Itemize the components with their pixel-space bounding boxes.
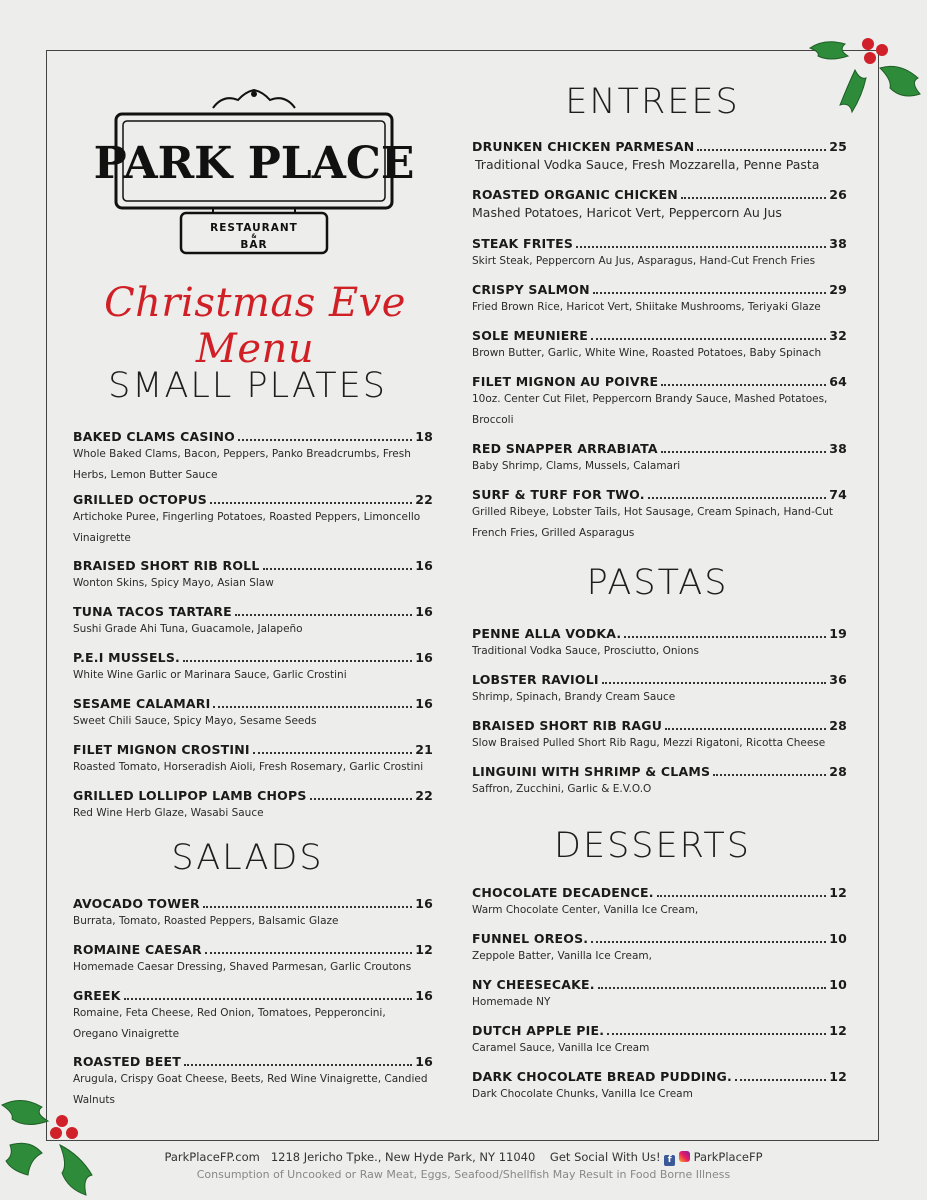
menu-item: [73, 604, 433, 640]
menu-item-description: Sweet Chili Sauce, Spicy Mayo, Sesame Seeds: [73, 715, 317, 727]
menu-item-name: LINGUINI WITH SHRIMP & CLAMS: [472, 764, 711, 779]
menu-item-description: White Wine Garlic or Marinara Sauce, Garlic Crostini: [73, 669, 347, 681]
menu-item: [73, 650, 433, 686]
menu-item-name: GRILLED OCTOPUS: [73, 492, 207, 507]
instagram-icon[interactable]: [679, 1151, 690, 1162]
menu-item-name: GREEK: [73, 988, 121, 1003]
dot-leader: [602, 682, 826, 684]
menu-item-header: [73, 429, 433, 444]
menu-item-price: 26: [829, 187, 847, 202]
social-text: Get Social With Us!: [549, 1150, 661, 1164]
section-title-small-plates: SMALL PLATES: [108, 366, 387, 406]
menu-item-description: Shrimp, Spinach, Brandy Cream Sauce: [472, 691, 676, 703]
menu-item: [472, 672, 847, 708]
dot-leader: [576, 246, 826, 248]
menu-item: [472, 931, 847, 967]
menu-item-header: [73, 788, 433, 803]
menu-item-name: NY CHEESECAKE.: [472, 977, 595, 992]
menu-item-name: SESAME CALAMARI: [73, 696, 211, 711]
menu-item: [472, 187, 847, 223]
menu-item-header: [472, 441, 847, 456]
menu-item-description: Traditional Vodka Sauce, Prosciutto, Onions: [472, 645, 699, 657]
menu-item-price: 29: [829, 282, 847, 297]
menu-item-price: 10: [829, 977, 847, 992]
menu-item: [73, 788, 433, 824]
menu-item: [472, 977, 847, 1013]
menu-item-description: Romaine, Feta Cheese, Red Onion, Tomatoes, Pepperoncini, Oregano Vinaigrette: [73, 1007, 386, 1040]
menu-item: [73, 942, 433, 978]
park-place-logo: [93, 86, 415, 256]
dot-leader: [253, 752, 412, 754]
menu-item-name: CHOCOLATE DECADENCE.: [472, 885, 654, 900]
menu-item-header: [73, 1054, 433, 1069]
menu-item-name: STEAK FRITES: [472, 236, 574, 251]
menu-item-name: FILET MIGNON CROSTINI: [73, 742, 250, 757]
menu-item-name: DARK CHOCOLATE BREAD PUDDING.: [472, 1069, 732, 1084]
menu-item-name: AVOCADO TOWER: [73, 896, 200, 911]
menu-item-name: SOLE MEUNIERE: [472, 328, 589, 343]
menu-item-name: GRILLED LOLLIPOP LAMB CHOPS: [73, 788, 307, 803]
dot-leader: [713, 774, 826, 776]
menu-item-name: CRISPY SALMON: [472, 282, 590, 297]
facebook-icon[interactable]: f: [664, 1155, 675, 1166]
menu-item: [472, 487, 847, 544]
menu-item-name: BRAISED SHORT RIB RAGU: [472, 718, 663, 733]
menu-item-name: LOBSTER RAVIOLI: [472, 672, 599, 687]
section-title-desserts: DESSERTS: [554, 826, 751, 866]
svg-text:BAR: BAR: [240, 239, 268, 251]
svg-text:&: &: [251, 233, 257, 240]
dot-leader: [203, 906, 412, 908]
menu-item-header: [472, 931, 847, 946]
menu-item-description: Caramel Sauce, Vanilla Ice Cream: [472, 1042, 650, 1054]
menu-item-name: FUNNEL OREOS.: [472, 931, 589, 946]
menu-item-price: 28: [829, 718, 847, 733]
menu-item-header: [73, 988, 433, 1003]
menu-item-name: FILET MIGNON AU POIVRE: [472, 374, 659, 389]
menu-item-name: TUNA TACOS TARTARE: [73, 604, 232, 619]
address: 1218 Jericho Tpke., New Hyde Park, NY 11040: [270, 1150, 536, 1164]
menu-item: [472, 718, 847, 754]
dot-leader: [591, 338, 826, 340]
dot-leader: [238, 439, 412, 441]
menu-item-name: ROASTED BEET: [73, 1054, 181, 1069]
menu-item-description: Fried Brown Rice, Haricot Vert, Shiitake Mushrooms, Teriyaki Glaze: [472, 301, 821, 313]
menu-item-header: [472, 187, 847, 202]
menu-item-description: Grilled Ribeye, Lobster Tails, Hot Sausage, Cream Spinach, Hand-Cut French Fries, Grilled Asparagus: [472, 506, 833, 539]
dot-leader: [183, 660, 412, 662]
logo-name: PARK PLACE: [93, 138, 415, 189]
menu-item-description: Red Wine Herb Glaze, Wasabi Sauce: [73, 807, 264, 819]
dot-leader: [591, 941, 826, 943]
menu-item-header: [73, 896, 433, 911]
footer-contact: [0, 1150, 927, 1166]
menu-item: [472, 1069, 847, 1105]
menu-item-header: [472, 885, 847, 900]
menu-item-description: Skirt Steak, Peppercorn Au Jus, Asparagus, Hand-Cut French Fries: [472, 255, 816, 267]
menu-item-header: [472, 139, 847, 154]
dot-leader: [205, 952, 412, 954]
menu-item: [472, 328, 847, 364]
menu-item-header: [472, 328, 847, 343]
menu-item-price: 21: [415, 742, 433, 757]
menu-item-description: Artichoke Puree, Fingerling Potatoes, Roasted Peppers, Limoncello Vinaigrette: [73, 511, 421, 544]
menu-item-price: 19: [829, 626, 847, 641]
menu-item: [73, 696, 433, 732]
menu-item: [472, 282, 847, 318]
menu-item-header: [472, 1023, 847, 1038]
menu-item-header: [472, 374, 847, 389]
dot-leader: [735, 1079, 826, 1081]
menu-item: [472, 139, 847, 175]
menu-item: [73, 988, 433, 1045]
dot-leader: [665, 728, 826, 730]
menu-item-description: Slow Braised Pulled Short Rib Ragu, Mezzi Rigatoni, Ricotta Cheese: [472, 737, 826, 749]
menu-item-name: ROASTED ORGANIC CHICKEN: [472, 187, 678, 202]
menu-item-name: BAKED CLAMS CASINO: [73, 429, 235, 444]
menu-item-description: Warm Chocolate Center, Vanilla Ice Cream,: [472, 904, 699, 916]
menu-item-price: 22: [415, 492, 433, 507]
dot-leader: [210, 502, 412, 504]
menu-item-name: RED SNAPPER ARRABIATA: [472, 441, 658, 456]
menu-item: [73, 492, 433, 549]
menu-item-header: [73, 742, 433, 757]
menu-item-header: [472, 1069, 847, 1084]
menu-item-name: DRUNKEN CHICKEN PARMESAN: [472, 139, 695, 154]
menu-item: [472, 1023, 847, 1059]
menu-item-description: Saffron, Zucchini, Garlic & E.V.O.O: [472, 783, 652, 795]
menu-item-name: PENNE ALLA VODKA.: [472, 626, 622, 641]
dot-leader: [213, 706, 412, 708]
menu-item-header: [73, 696, 433, 711]
social-handle[interactable]: ParkPlaceFP: [693, 1150, 763, 1164]
section-title-entrees: ENTREES: [565, 82, 740, 122]
menu-item-price: 16: [415, 1054, 433, 1069]
menu-item-price: 32: [829, 328, 847, 343]
menu-item-description: Homemade NY: [472, 996, 551, 1008]
menu-item-name: ROMAINE CAESAR: [73, 942, 202, 957]
dot-leader: [607, 1033, 826, 1035]
dot-leader: [598, 987, 826, 989]
menu-item: [73, 1054, 433, 1111]
dot-leader: [235, 614, 412, 616]
menu-item: [472, 236, 847, 272]
menu-item-description: Zeppole Batter, Vanilla Ice Cream,: [472, 950, 652, 962]
menu-item-description: Burrata, Tomato, Roasted Peppers, Balsamic Glaze: [73, 915, 339, 927]
dot-leader: [697, 149, 826, 151]
menu-item: [73, 429, 433, 486]
menu-item-header: [472, 672, 847, 687]
menu-item-price: 10: [829, 931, 847, 946]
menu-item-header: [472, 487, 847, 502]
menu-item-description: Whole Baked Clams, Bacon, Peppers, Panko Breadcrumbs, Fresh Herbs, Lemon Butter Sauce: [73, 448, 411, 481]
dot-leader: [124, 998, 413, 1000]
dot-leader: [593, 292, 826, 294]
menu-item-header: [73, 942, 433, 957]
menu-item-name: BRAISED SHORT RIB ROLL: [73, 558, 260, 573]
menu-item-header: [472, 626, 847, 641]
menu-item-description: Homemade Caesar Dressing, Shaved Parmesan, Garlic Croutons: [73, 961, 412, 973]
menu-item-description: Arugula, Crispy Goat Cheese, Beets, Red Wine Vinaigrette, Candied Walnuts: [73, 1073, 428, 1106]
menu-item: [73, 558, 433, 594]
menu-item-price: 12: [415, 942, 433, 957]
menu-item-name: DUTCH APPLE PIE.: [472, 1023, 605, 1038]
menu-item-name: SURF & TURF FOR TWO.: [472, 487, 645, 502]
menu-item-header: [472, 236, 847, 251]
menu-title: Christmas Eve Menu: [104, 280, 406, 372]
dot-leader: [661, 384, 826, 386]
menu-item-price: 16: [415, 988, 433, 1003]
dot-leader: [310, 798, 413, 800]
menu-item: [472, 626, 847, 662]
menu-item-description: Mashed Potatoes, Haricot Vert, Peppercorn Au Jus: [472, 205, 782, 220]
menu-item-price: 36: [829, 672, 847, 687]
menu-item-price: 64: [829, 374, 847, 389]
menu-item-description: Roasted Tomato, Horseradish Aioli, Fresh Rosemary, Garlic Crostini: [73, 761, 424, 773]
section-title-salads: SALADS: [171, 838, 324, 878]
menu-item-price: 22: [415, 788, 433, 803]
dot-leader: [624, 636, 826, 638]
menu-item-price: 18: [415, 429, 433, 444]
dot-leader: [263, 568, 413, 570]
menu-item-description: Wonton Skins, Spicy Mayo, Asian Slaw: [73, 577, 274, 589]
menu-item-header: [73, 650, 433, 665]
menu-item-description: Traditional Vodka Sauce, Fresh Mozzarella, Penne Pasta: [475, 157, 820, 172]
menu-item: [472, 441, 847, 477]
menu-item-price: 38: [829, 236, 847, 251]
menu-item-description: 10oz. Center Cut Filet, Peppercorn Brandy Sauce, Mashed Potatoes, Broccoli: [472, 393, 828, 426]
menu-item-description: Sushi Grade Ahi Tuna, Guacamole, Jalapeño: [73, 623, 303, 635]
dot-leader: [657, 895, 826, 897]
menu-item-description: Baby Shrimp, Clams, Mussels, Calamari: [472, 460, 681, 472]
menu-item-price: 12: [829, 885, 847, 900]
menu-item-price: 16: [415, 896, 433, 911]
dot-leader: [681, 197, 826, 199]
menu-item: [73, 896, 433, 932]
menu-item-price: 16: [415, 558, 433, 573]
menu-item-price: 16: [415, 696, 433, 711]
menu-item-price: 12: [829, 1069, 847, 1084]
menu-item-description: Brown Butter, Garlic, White Wine, Roasted Potatoes, Baby Spinach: [472, 347, 822, 359]
menu-item-header: [73, 604, 433, 619]
section-title-pastas: PASTAS: [586, 563, 729, 603]
menu-item-header: [472, 764, 847, 779]
website-link[interactable]: ParkPlaceFP.com: [164, 1150, 260, 1164]
svg-text:RESTAURANT: RESTAURANT: [210, 222, 298, 234]
dot-leader: [661, 451, 826, 453]
dot-leader: [184, 1064, 412, 1066]
dot-leader: [648, 497, 827, 499]
menu-item-price: 38: [829, 441, 847, 456]
menu-item-price: 16: [415, 650, 433, 665]
menu-item-price: 74: [829, 487, 847, 502]
menu-item: [472, 374, 847, 431]
menu-item-price: 12: [829, 1023, 847, 1038]
menu-item: [472, 885, 847, 921]
menu-item-name: P.E.I MUSSELS.: [73, 650, 180, 665]
menu-item-header: [472, 977, 847, 992]
menu-item-header: [73, 558, 433, 573]
menu-item-price: 28: [829, 764, 847, 779]
menu-item-header: [472, 282, 847, 297]
menu-item-header: [472, 718, 847, 733]
menu-item-price: 25: [829, 139, 847, 154]
food-disclaimer: Consumption of Uncooked or Raw Meat, Eggs, Seafood/Shellfish May Result in Food Borne Illness: [196, 1168, 731, 1181]
menu-item-header: [73, 492, 433, 507]
menu-item: [73, 742, 433, 778]
menu-item: [472, 764, 847, 800]
menu-item-description: Dark Chocolate Chunks, Vanilla Ice Cream: [472, 1088, 693, 1100]
menu-item-price: 16: [415, 604, 433, 619]
